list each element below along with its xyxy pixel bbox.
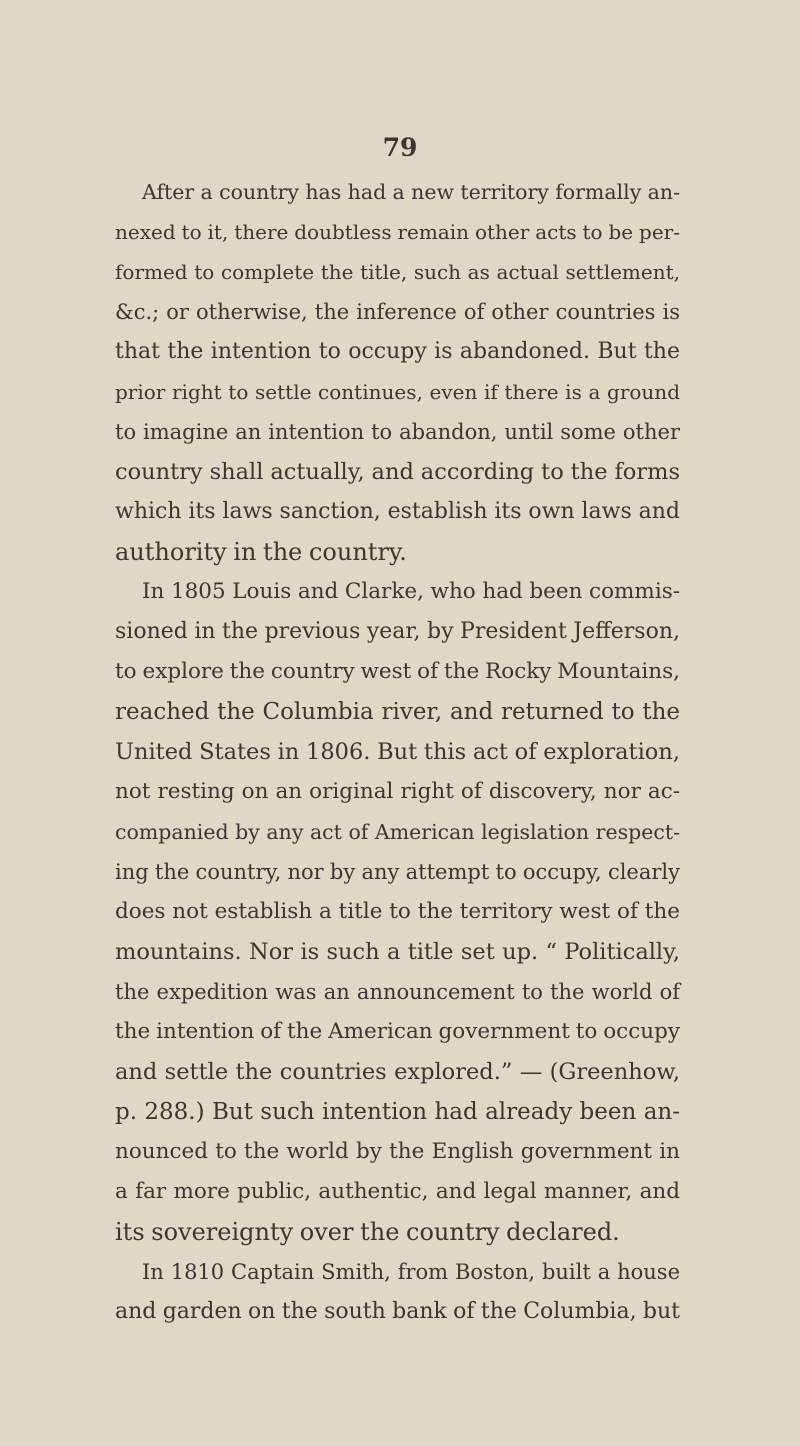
text-line: sioned in the previous year, by President Jefferson, [115,619,680,644]
text-line: formed to complete the title, such as actual settlement, [115,260,680,284]
text-line: that the intention to occupy is abandoned. But the [115,339,680,364]
text-line: to imagine an intention to abandon, until some other [115,420,680,444]
text-line: mountains. Nor is such a title set up. “ Politically, [115,939,680,965]
text-line: country shall actually, and according to the forms [115,459,680,485]
text-line: ing the country, nor by any attempt to occupy, clearly [115,860,680,884]
page-number: 79 [382,133,418,162]
text-line: In 1810 Captain Smith, from Boston, built a house [142,1260,680,1284]
text-line: United States in 1806. But this act of exploration, [115,739,680,765]
text-line: which its laws sanction, establish its own laws and [115,499,680,524]
text-line: nounced to the world by the English government in [115,1139,680,1164]
text-line: reached the Columbia river, and returned to the [115,699,680,725]
text-line: prior right to settle continues, even if there is a ground [115,380,680,404]
text-line: and garden on the south bank of the Columbia, but [115,1299,680,1324]
text-line: not resting on an original right of discovery, nor ac- [115,779,680,804]
body-text [115,172,680,1332]
text-line: &c.; or otherwise, the inference of other countries is [115,300,680,324]
text-line: its sovereignty over the country declared. [115,1218,620,1246]
text-line: the expedition was an announcement to the world of [115,980,680,1004]
text-line: a far more public, authentic, and legal manner, and [115,1179,680,1204]
text-line: nexed to it, there doubtless remain other acts to be per- [115,220,680,244]
text-line: authority in the country. [115,538,407,566]
text-line: In 1805 Louis and Clarke, who had been commis- [142,579,680,604]
text-line: does not establish a title to the territory west of the [115,899,680,924]
text-line: After a country has had a new territory formally an- [142,180,680,204]
text-line: the intention of the American government to occupy [115,1019,680,1044]
text-line: p. 288.) But such intention had already been an- [115,1099,680,1125]
text-line: to explore the country west of the Rocky Mountains, [115,659,680,684]
text-line: and settle the countries explored.” — (Greenhow, [115,1059,680,1085]
text-line: companied by any act of American legislation respect- [115,820,680,844]
